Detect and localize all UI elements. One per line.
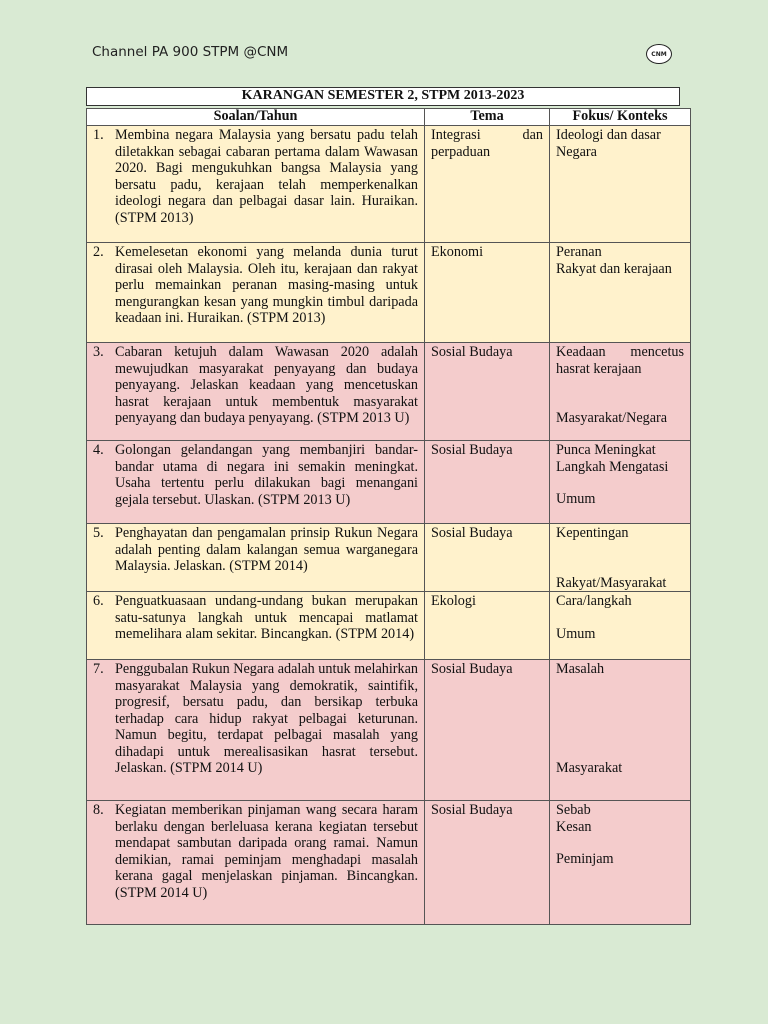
fokus-cell [550, 592, 691, 660]
channel-header-text: Channel PA 900 STPM @CNM [92, 44, 289, 60]
fokus-spacer [556, 542, 684, 575]
tema-text: Ekologi [431, 593, 476, 609]
fokus-cell [550, 441, 691, 524]
header-soalan: Soalan/Tahun [87, 109, 425, 126]
header-fokus: Fokus/ Konteks [550, 109, 691, 126]
tema-text: Sosial Budaya [431, 344, 513, 360]
question-text: Penguatkuasaan undang-undang bukan merupakan satu-satunya langkah untuk mencapai matlamat memelihara alam sekitar. Bincangkan. (STPM 2014) [115, 593, 418, 642]
table-row [87, 343, 691, 441]
question-number: 3. [93, 344, 104, 360]
tema-cell [425, 660, 550, 801]
fokus-spacer [556, 678, 684, 760]
question-number: 5. [93, 525, 104, 541]
logo-text: CNM [651, 50, 667, 58]
question-text: Kemelesetan ekonomi yang melanda dunia turut dirasai oleh Malaysia. Oleh itu, kerajaan dan rakyat perlu memainkan peranan masing-masing untuk mengurangkan kesan yang mungkin timbul daripada keadaan ini. Huraikan. (STPM 2013) [115, 244, 418, 326]
question-cell [87, 801, 425, 925]
fokus-cell [550, 524, 691, 592]
fokus-text-2: Negara [556, 143, 597, 160]
fokus-cell [550, 801, 691, 925]
question-number: 4. [93, 442, 104, 458]
fokus-text: Peranan [556, 244, 602, 260]
tema-text: Sosial Budaya [431, 442, 513, 458]
tema-text: Sosial Budaya [431, 661, 513, 677]
question-text: Membina negara Malaysia yang bersatu padu telah diletakkan sebagai cabaran pertama dalam Wawasan 2020. Bagi mengukuhkan bangsa Malaysia yang bersatu padu, kerajaan telah memperkenalkan ideologi negara dan pelbagai dasar lain. Huraikan. (STPM 2013) [115, 127, 418, 226]
fokus-text-3: Umum [556, 491, 596, 507]
fokus-spacer [556, 377, 684, 410]
table-title: KARANGAN SEMESTER 2, STPM 2013-2023 [86, 87, 680, 106]
question-cell [87, 126, 425, 243]
tema-text: Integrasi dan [431, 127, 543, 143]
table-header-row [87, 109, 691, 126]
question-number: 8. [93, 802, 104, 818]
cnm-logo-icon [646, 44, 672, 64]
fokus-text-3: Rakyat/Masyarakat [556, 574, 667, 591]
question-number: 2. [93, 244, 104, 260]
tema-cell [425, 524, 550, 592]
question-cell [87, 524, 425, 592]
tema-cell [425, 801, 550, 925]
fokus-text-2: Rakyat dan kerajaan [556, 260, 672, 277]
fokus-spacer [556, 835, 684, 851]
essay-table [86, 108, 691, 925]
tema-cell [425, 592, 550, 660]
tema-cell [425, 441, 550, 524]
tema-cell [425, 126, 550, 243]
fokus-text-2: Langkah Mengatasi [556, 458, 669, 475]
question-cell [87, 441, 425, 524]
table-row [87, 243, 691, 343]
tema-text: Sosial Budaya [431, 802, 513, 818]
table-row [87, 524, 691, 592]
question-text: Penghayatan dan pengamalan prinsip Rukun Negara adalah penting dalam kalangan semua warganegara Malaysia. Jelaskan. (STPM 2014) [115, 525, 418, 574]
question-number: 7. [93, 661, 104, 677]
question-text: Cabaran ketujuh dalam Wawasan 2020 adalah mewujudkan masyarakat penyayang dan budaya penyayang. Jelaskan keadaan yang mencetuskan hasrat kerajaan untuk membentuk masyarakat penyayang dan budaya penyayang. (STPM 2013 U) [115, 344, 418, 426]
tema-text-2: perpaduan [431, 143, 491, 160]
fokus-cell [550, 126, 691, 243]
fokus-text-3: Masyarakat [556, 759, 623, 776]
table-row [87, 592, 691, 660]
table-row [87, 660, 691, 801]
question-text: Kegiatan memberikan pinjaman wang secara haram berlaku dengan berleluasa kerana kegiatan tersebut mendapat sambutan daripada orang ramai. Namun demikian, ramai peminjam menghadapi masalah kerana gagal menjelaskan pinjaman. Bincangkan. (STPM 2014 U) [115, 802, 418, 901]
fokus-spacer [556, 475, 684, 491]
fokus-text: Punca Meningkat [556, 442, 656, 458]
fokus-text-2: hasrat kerajaan [556, 360, 642, 377]
question-text: Penggubalan Rukun Negara adalah untuk melahirkan masyarakat Malaysia yang demokratik, saintifik, progresif, bersatu padu, dan bersikap terbuka terhadap cara hidup rakyat pelbagai keturunan. Namun begitu, terdapat pelbagai masalah yang dihadapi untuk merealisasikan hasrat tersebut. Jelaskan. (STPM 2014 U) [115, 661, 418, 776]
header-tema: Tema [425, 109, 550, 126]
table-row [87, 126, 691, 243]
tema-text: Ekonomi [431, 244, 484, 260]
fokus-cell [550, 243, 691, 343]
table-row [87, 801, 691, 925]
fokus-text: Kepentingan [556, 525, 629, 541]
table-row [87, 441, 691, 524]
fokus-spacer [556, 610, 684, 626]
question-cell [87, 343, 425, 441]
question-text: Golongan gelandangan yang membanjiri bandar-bandar utama di negara ini semakin meningkat. Usaha tertentu perlu dilakukan bagi menangani gejala tersebut. Ulaskan. (STPM 2013 U) [115, 442, 418, 508]
fokus-cell [550, 660, 691, 801]
question-number: 6. [93, 593, 104, 609]
tema-cell [425, 243, 550, 343]
fokus-text: Ideologi dan dasar [556, 127, 661, 143]
question-number: 1. [93, 127, 104, 143]
fokus-text: Keadaan mencetus [556, 344, 684, 360]
fokus-text: Masalah [556, 661, 605, 677]
fokus-text-3: Peminjam [556, 851, 614, 867]
fokus-text: Cara/langkah [556, 593, 632, 609]
tema-cell [425, 343, 550, 441]
question-cell [87, 243, 425, 343]
fokus-text: Sebab [556, 802, 591, 818]
question-cell [87, 592, 425, 660]
fokus-text-2: Kesan [556, 818, 592, 835]
fokus-cell [550, 343, 691, 441]
question-cell [87, 660, 425, 801]
tema-text: Sosial Budaya [431, 525, 513, 541]
fokus-text-3: Umum [556, 625, 596, 642]
fokus-text-3: Masyarakat/Negara [556, 410, 668, 426]
